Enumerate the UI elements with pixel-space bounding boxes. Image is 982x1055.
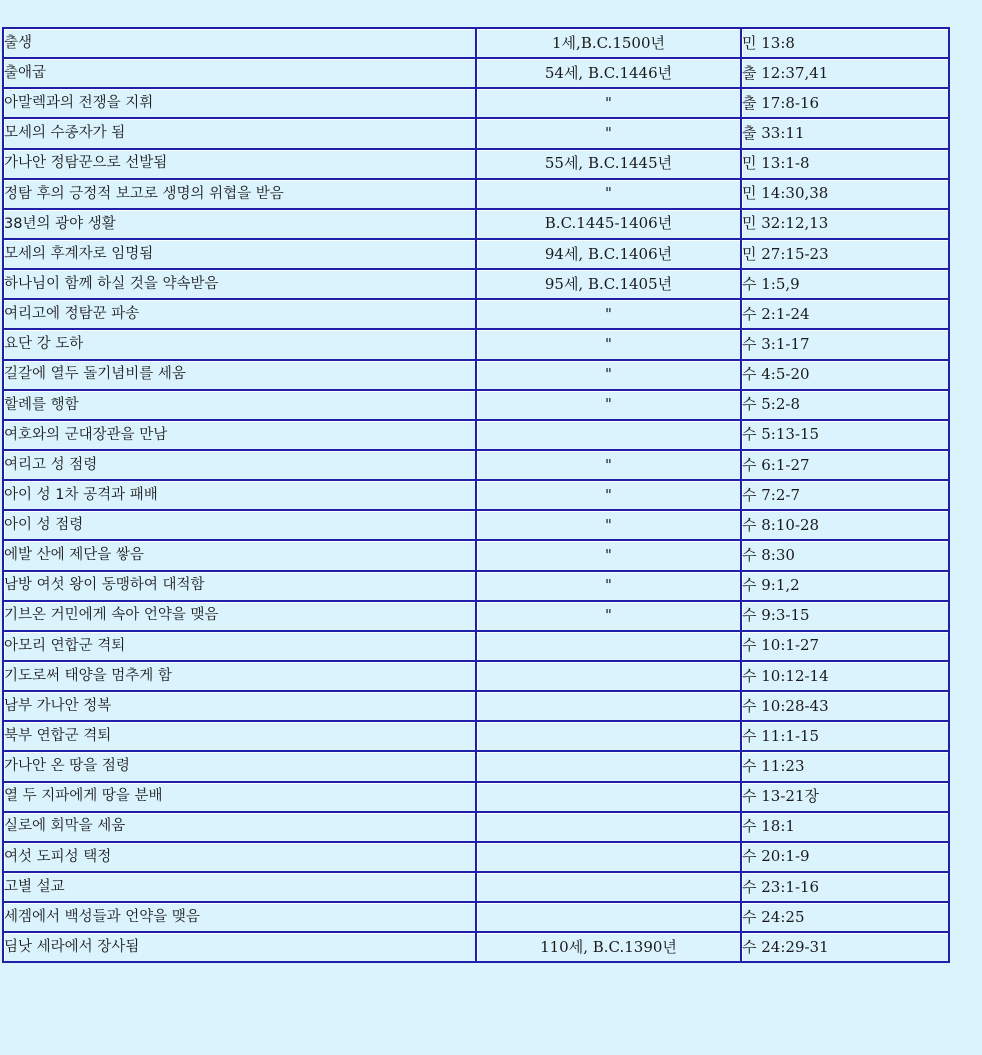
table-row <box>4 783 950 813</box>
table-row <box>4 903 950 933</box>
event-cell: 아모리 연합군 격퇴 <box>4 632 477 662</box>
age-date-cell: 110세, B.C.1390년 <box>477 933 742 963</box>
age-date-cell <box>477 752 742 782</box>
scripture-reference-cell: 수 8:10-28 <box>742 511 950 541</box>
scripture-reference-cell: 수 23:1-16 <box>742 873 950 903</box>
scripture-reference-cell: 수 4:5-20 <box>742 361 950 391</box>
event-cell: 기브온 거민에게 속아 언약을 맺음 <box>4 602 477 632</box>
event-cell: 여섯 도피성 택정 <box>4 843 477 873</box>
age-date-cell: 94세, B.C.1406년 <box>477 240 742 270</box>
event-cell: 여리고에 정탐꾼 파송 <box>4 300 477 330</box>
table-row <box>4 330 950 360</box>
scripture-reference-cell: 수 20:1-9 <box>742 843 950 873</box>
table-row <box>4 843 950 873</box>
scripture-reference-cell: 수 24:29-31 <box>742 933 950 963</box>
age-date-cell: " <box>477 89 742 119</box>
event-cell: 아말렉과의 전쟁을 지휘 <box>4 89 477 119</box>
table-row <box>4 722 950 752</box>
table-row <box>4 813 950 843</box>
scripture-reference-cell: 수 7:2-7 <box>742 481 950 511</box>
scripture-reference-cell: 출 17:8-16 <box>742 89 950 119</box>
scripture-reference-cell: 출 33:11 <box>742 119 950 149</box>
scripture-reference-cell: 수 10:28-43 <box>742 692 950 722</box>
event-cell: 에발 산에 제단을 쌓음 <box>4 541 477 571</box>
table-row <box>4 270 950 300</box>
event-cell: 모세의 후계자로 임명됨 <box>4 240 477 270</box>
event-cell: 아이 성 1차 공격과 패배 <box>4 481 477 511</box>
age-date-cell <box>477 873 742 903</box>
event-cell: 아이 성 점령 <box>4 511 477 541</box>
scripture-reference-cell: 민 32:12,13 <box>742 210 950 240</box>
table-row <box>4 572 950 602</box>
table-row <box>4 541 950 571</box>
table-row <box>4 692 950 722</box>
age-date-cell <box>477 421 742 451</box>
age-date-cell: " <box>477 602 742 632</box>
scripture-reference-cell: 출 12:37,41 <box>742 59 950 89</box>
event-cell: 세겜에서 백성들과 언약을 맺음 <box>4 903 477 933</box>
table-row <box>4 180 950 210</box>
timeline-table-body <box>4 29 950 963</box>
age-date-cell: " <box>477 300 742 330</box>
table-row <box>4 391 950 421</box>
scripture-reference-cell: 수 11:23 <box>742 752 950 782</box>
age-date-cell: " <box>477 481 742 511</box>
scripture-reference-cell: 수 9:3-15 <box>742 602 950 632</box>
event-cell: 남부 가나안 정복 <box>4 692 477 722</box>
age-date-cell <box>477 692 742 722</box>
age-date-cell: " <box>477 541 742 571</box>
timeline-table <box>2 27 950 963</box>
event-cell: 가나안 정탐꾼으로 선발됨 <box>4 150 477 180</box>
table-row <box>4 752 950 782</box>
scripture-reference-cell: 민 13:8 <box>742 29 950 59</box>
table-row <box>4 89 950 119</box>
scripture-reference-cell: 민 13:1-8 <box>742 150 950 180</box>
table-row <box>4 662 950 692</box>
age-date-cell <box>477 722 742 752</box>
table-row <box>4 59 950 89</box>
table-row <box>4 481 950 511</box>
table-row <box>4 119 950 149</box>
event-cell: 모세의 수종자가 됨 <box>4 119 477 149</box>
age-date-cell: " <box>477 572 742 602</box>
event-cell: 하나님이 함께 하실 것을 약속받음 <box>4 270 477 300</box>
age-date-cell <box>477 783 742 813</box>
event-cell: 고별 설교 <box>4 873 477 903</box>
scripture-reference-cell: 수 2:1-24 <box>742 300 950 330</box>
age-date-cell <box>477 632 742 662</box>
event-cell: 정탐 후의 긍정적 보고로 생명의 위협을 받음 <box>4 180 477 210</box>
age-date-cell: 1세,B.C.1500년 <box>477 29 742 59</box>
age-date-cell: " <box>477 391 742 421</box>
scripture-reference-cell: 수 5:13-15 <box>742 421 950 451</box>
age-date-cell <box>477 903 742 933</box>
event-cell: 북부 연합군 격퇴 <box>4 722 477 752</box>
age-date-cell <box>477 813 742 843</box>
event-cell: 여호와의 군대장관을 만남 <box>4 421 477 451</box>
table-row <box>4 602 950 632</box>
table-row <box>4 240 950 270</box>
table-row <box>4 361 950 391</box>
event-cell: 딤낫 세라에서 장사됨 <box>4 933 477 963</box>
event-cell: 남방 여섯 왕이 동맹하여 대적함 <box>4 572 477 602</box>
scripture-reference-cell: 수 9:1,2 <box>742 572 950 602</box>
table-row <box>4 421 950 451</box>
scripture-reference-cell: 수 24:25 <box>742 903 950 933</box>
scripture-reference-cell: 수 11:1-15 <box>742 722 950 752</box>
scripture-reference-cell: 수 13-21장 <box>742 783 950 813</box>
table-row <box>4 150 950 180</box>
table-row <box>4 451 950 481</box>
scripture-reference-cell: 수 18:1 <box>742 813 950 843</box>
event-cell: 38년의 광야 생활 <box>4 210 477 240</box>
scripture-reference-cell: 수 3:1-17 <box>742 330 950 360</box>
event-cell: 열 두 지파에게 땅을 분배 <box>4 783 477 813</box>
scripture-reference-cell: 수 1:5,9 <box>742 270 950 300</box>
age-date-cell: " <box>477 180 742 210</box>
age-date-cell: " <box>477 511 742 541</box>
scripture-reference-cell: 수 5:2-8 <box>742 391 950 421</box>
event-cell: 실로에 회막을 세움 <box>4 813 477 843</box>
event-cell: 출생 <box>4 29 477 59</box>
age-date-cell: 55세, B.C.1445년 <box>477 150 742 180</box>
age-date-cell <box>477 843 742 873</box>
event-cell: 요단 강 도하 <box>4 330 477 360</box>
age-date-cell: " <box>477 119 742 149</box>
table-row <box>4 300 950 330</box>
scripture-reference-cell: 수 6:1-27 <box>742 451 950 481</box>
event-cell: 할례를 행함 <box>4 391 477 421</box>
event-cell: 길갈에 열두 돌기념비를 세움 <box>4 361 477 391</box>
age-date-cell: " <box>477 451 742 481</box>
age-date-cell: " <box>477 330 742 360</box>
event-cell: 출애굽 <box>4 59 477 89</box>
scripture-reference-cell: 수 10:1-27 <box>742 632 950 662</box>
event-cell: 여리고 성 점령 <box>4 451 477 481</box>
age-date-cell: B.C.1445-1406년 <box>477 210 742 240</box>
table-row <box>4 210 950 240</box>
table-row <box>4 29 950 59</box>
scripture-reference-cell: 수 10:12-14 <box>742 662 950 692</box>
table-row <box>4 933 950 963</box>
age-date-cell: 95세, B.C.1405년 <box>477 270 742 300</box>
age-date-cell: " <box>477 361 742 391</box>
scripture-reference-cell: 민 27:15-23 <box>742 240 950 270</box>
scripture-reference-cell: 수 8:30 <box>742 541 950 571</box>
age-date-cell: 54세, B.C.1446년 <box>477 59 742 89</box>
scripture-reference-cell: 민 14:30,38 <box>742 180 950 210</box>
table-row <box>4 511 950 541</box>
table-row <box>4 873 950 903</box>
event-cell: 기도로써 태양을 멈추게 함 <box>4 662 477 692</box>
table-row <box>4 632 950 662</box>
age-date-cell <box>477 662 742 692</box>
event-cell: 가나안 온 땅을 점령 <box>4 752 477 782</box>
